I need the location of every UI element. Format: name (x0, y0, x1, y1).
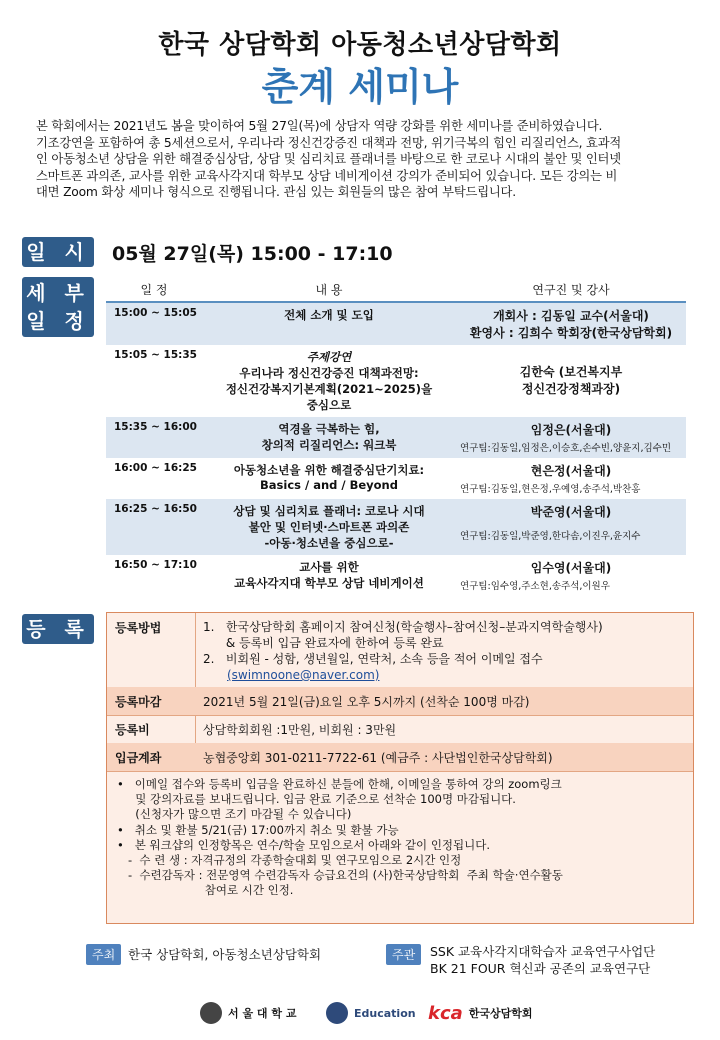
kca-logo (428, 998, 533, 1028)
education-logo-text: Education (354, 1006, 416, 1020)
schedule-row (106, 302, 686, 345)
row-speaker (456, 458, 686, 499)
method-line: & 등록비 입금 완료자에 한하여 등록 완료 (203, 636, 444, 650)
content-line: 역경을 극복하는 힘, (278, 422, 380, 436)
email-link[interactable]: (swimnoone@naver.com) (227, 668, 380, 682)
content-line: 전체 소개 및 도입 (284, 308, 374, 322)
note-line: - 수 련 생 : 자격규정의 각종학술대회 및 연구모임으로 2시간 인정 (117, 853, 462, 868)
row-speaker (456, 417, 686, 458)
content-line: 우리나라 정신건강증진 대책과전망: (239, 366, 419, 380)
schedule-badge-line: 세 부 (26, 281, 90, 305)
schedule-row (106, 555, 686, 596)
reg-fee-value: 상담학회회원 :1만원, 비회원 : 3만원 (203, 723, 397, 737)
reg-account-label: 입금계좌 (115, 751, 162, 765)
method-line: 2. 비회원 - 성함, 생년월일, 연락처, 소속 등을 적어 이메일 접수 (203, 652, 543, 666)
snu-emblem-icon (200, 1002, 222, 1024)
content-line: 교육사각지대 학부모 상담 네비게이션 (234, 576, 424, 590)
reg-deadline-label: 등록마감 (115, 695, 162, 709)
registration-badge: 등 록 (22, 614, 94, 644)
row-time: 15:00 ~ 15:05 (106, 302, 202, 345)
content-line: 상담 및 심리치료 플래너: 코로나 시대 (233, 504, 425, 518)
intro-line: 인 아동청소년 상담을 위한 해결중심상담, 상담 및 심리치료 플래너를 바탕으로 한 코로나 시대의 불안 및 인터넷 (36, 152, 621, 167)
schedule-row (106, 458, 686, 499)
organizer-tag: 주관 (386, 944, 421, 965)
content-keynote-label: 주제강연 (306, 350, 352, 364)
reg-fee-label: 등록비 (115, 723, 150, 737)
content-line: 아동청소년을 위한 해결중심단기치료: (233, 463, 425, 477)
schedule-table (106, 277, 686, 596)
note-line: (신청자가 많으면 조기 마감될 수 있습니다) (117, 807, 352, 822)
reg-deadline-value: 2021년 5월 21일(금)요일 오후 5시까지 (선착순 100명 마감) (203, 695, 530, 709)
content-line: Basics / and / Beyond (260, 478, 398, 492)
schedule-row (106, 499, 686, 555)
snu-logo (200, 998, 296, 1028)
content-line: 불안 및 인터넷·스마트폰 과의존 (248, 520, 410, 534)
note-line: 참여로 시간 인정. (117, 883, 294, 898)
row-time: 15:05 ~ 15:35 (114, 349, 197, 361)
speaker-line: 환영사 : 김희수 학회장(한국상담학회) (469, 326, 673, 340)
date-badge: 일 시 (22, 237, 94, 267)
research-team: 연구팀:김동일,임정은,이승호,손수빈,양윤지,김수민 (460, 443, 672, 454)
row-time: 16:50 ~ 17:10 (114, 559, 197, 571)
note-line: - 수련감독자 : 전문영역 수련감독자 승급요건의 (사)한국상담학회 주최 학술·연수활동 (117, 868, 563, 883)
row-speaker (456, 555, 686, 596)
title-line1: 한국 상담학회 아동청소년상담학회 (158, 30, 562, 60)
snu-logo-text: 서 울 대 학 교 (228, 1007, 297, 1020)
kca-logo-text: 한국상담학회 (468, 1007, 533, 1020)
speaker-line: 임정은(서울대) (530, 423, 612, 437)
speaker-line: 임수영(서울대) (530, 561, 612, 575)
schedule-header-row (106, 277, 686, 302)
speaker-line: 박준영(서울대) (530, 505, 612, 519)
row-time: 16:25 ~ 16:50 (106, 499, 202, 555)
education-emblem-icon (326, 1002, 348, 1024)
intro-line: 본 학회에서는 2021년도 봄을 맞이하여 5월 27일(목)에 상담자 역량 강화를 위한 세미나를 준비하였습니다. (36, 119, 603, 133)
speaker-line: 현은정(서울대) (530, 464, 612, 478)
reg-account-row (107, 743, 693, 772)
kca-mark-icon: kca (428, 1002, 463, 1024)
reg-method-value (203, 619, 603, 683)
host-value: 한국 상담학회, 아동청소년상담학회 (128, 947, 322, 962)
content-line: 정신건강복지기본계획(2021~2025)을 (225, 382, 433, 396)
schedule-badge (22, 277, 94, 337)
intro-line: 대면 Zoom 화상 세미나 형식으로 진행됩니다. 관심 있는 회원들의 많은 참여 부탁드립니다. (36, 185, 516, 200)
note-line: • 본 워크샵의 인정항목은 연수/학술 모임으로서 아래와 같이 인정됩니다. (117, 837, 491, 852)
method-line: 1. 한국상담학회 홈페이지 참여신청(학술행사–참여신청–분과지역학술행사) (203, 620, 603, 634)
col-header-time: 일 정 (106, 277, 202, 302)
row-time: 15:35 ~ 16:00 (106, 417, 202, 458)
intro-line: 스마트폰 과의존, 교사를 위한 교육사각지대 학부모 상담 네비게이션 강의가 준비되어 있습니다. 모든 강의는 비 (36, 168, 618, 183)
content-line: 창의적 리질리언스: 워크북 (261, 438, 397, 452)
intro-paragraph (36, 118, 676, 201)
reg-method-label: 등록방법 (115, 621, 162, 635)
speaker-line: 김한숙 (보건복지부 (519, 365, 623, 379)
research-team: 연구팀:김동일,현은정,우예영,송주석,박찬홍 (460, 484, 641, 495)
title-line2: 춘계 세미나 (261, 65, 459, 109)
row-time: 16:00 ~ 16:25 (114, 462, 197, 474)
reg-method-row (107, 613, 693, 688)
content-line: -아동·청소년을 중심으로- (264, 536, 394, 550)
organizer-line: SSK 교육사각지대학습자 교육연구사업단 (430, 944, 656, 959)
note-line: • 이메일 접수와 등록비 입금을 완료하신 분들에 한해, 이메일을 통하여 강의 zoom링크 (117, 777, 562, 791)
reg-account-value: 농협중앙회 301-0211-7722-61 (예금주 : 사단법인한국상담학회) (203, 751, 553, 765)
col-header-speaker: 연구진 및 강사 (456, 277, 686, 302)
research-team: 연구팀:김동일,박준영,한다솜,이진우,윤지수 (460, 531, 641, 542)
content-line: 중심으로 (306, 398, 352, 412)
row-content (202, 345, 456, 417)
note-line: • 취소 및 환불 5/21(금) 17:00까지 취소 및 환불 가능 (117, 822, 399, 837)
date-value: 05월 27일(목) 15:00 - 17:10 (112, 243, 393, 265)
row-content (202, 458, 456, 499)
host-tag: 주최 (86, 944, 121, 965)
speaker-line: 정신건강정책과장) (521, 382, 621, 396)
organizer-value (430, 943, 655, 977)
row-content (202, 302, 456, 345)
row-content (202, 555, 456, 596)
row-speaker (456, 499, 686, 555)
row-speaker (456, 345, 686, 417)
content-line: 교사를 위한 (299, 560, 359, 574)
education-logo (326, 998, 416, 1028)
row-content (202, 417, 456, 458)
research-team: 연구팀:임수영,주소현,송주석,이원우 (460, 581, 610, 592)
row-speaker (456, 302, 686, 345)
reg-fee-row (107, 715, 693, 744)
col-header-content: 내 용 (202, 277, 456, 302)
intro-line: 기조강연을 포함하여 총 5세션으로서, 우리나라 정신건강증진 대책과 전망, 위기극복의 힘인 리질리언스, 효과적 (36, 135, 622, 150)
reg-deadline-row (107, 687, 693, 716)
schedule-badge-line: 일 정 (26, 309, 90, 333)
row-content (202, 499, 456, 555)
schedule-row (106, 417, 686, 458)
registration-box (106, 612, 694, 924)
reg-notes (117, 777, 677, 899)
speaker-line: 개회사 : 김동일 교수(서울대) (493, 309, 649, 323)
schedule-row (106, 345, 686, 417)
organizer-line: BK 21 FOUR 혁신과 공존의 교육연구단 (430, 961, 651, 976)
note-line: 및 강의자료를 보내드립니다. 입금 완료 기준으로 선착순 100명 마감됩니다. (117, 792, 516, 807)
